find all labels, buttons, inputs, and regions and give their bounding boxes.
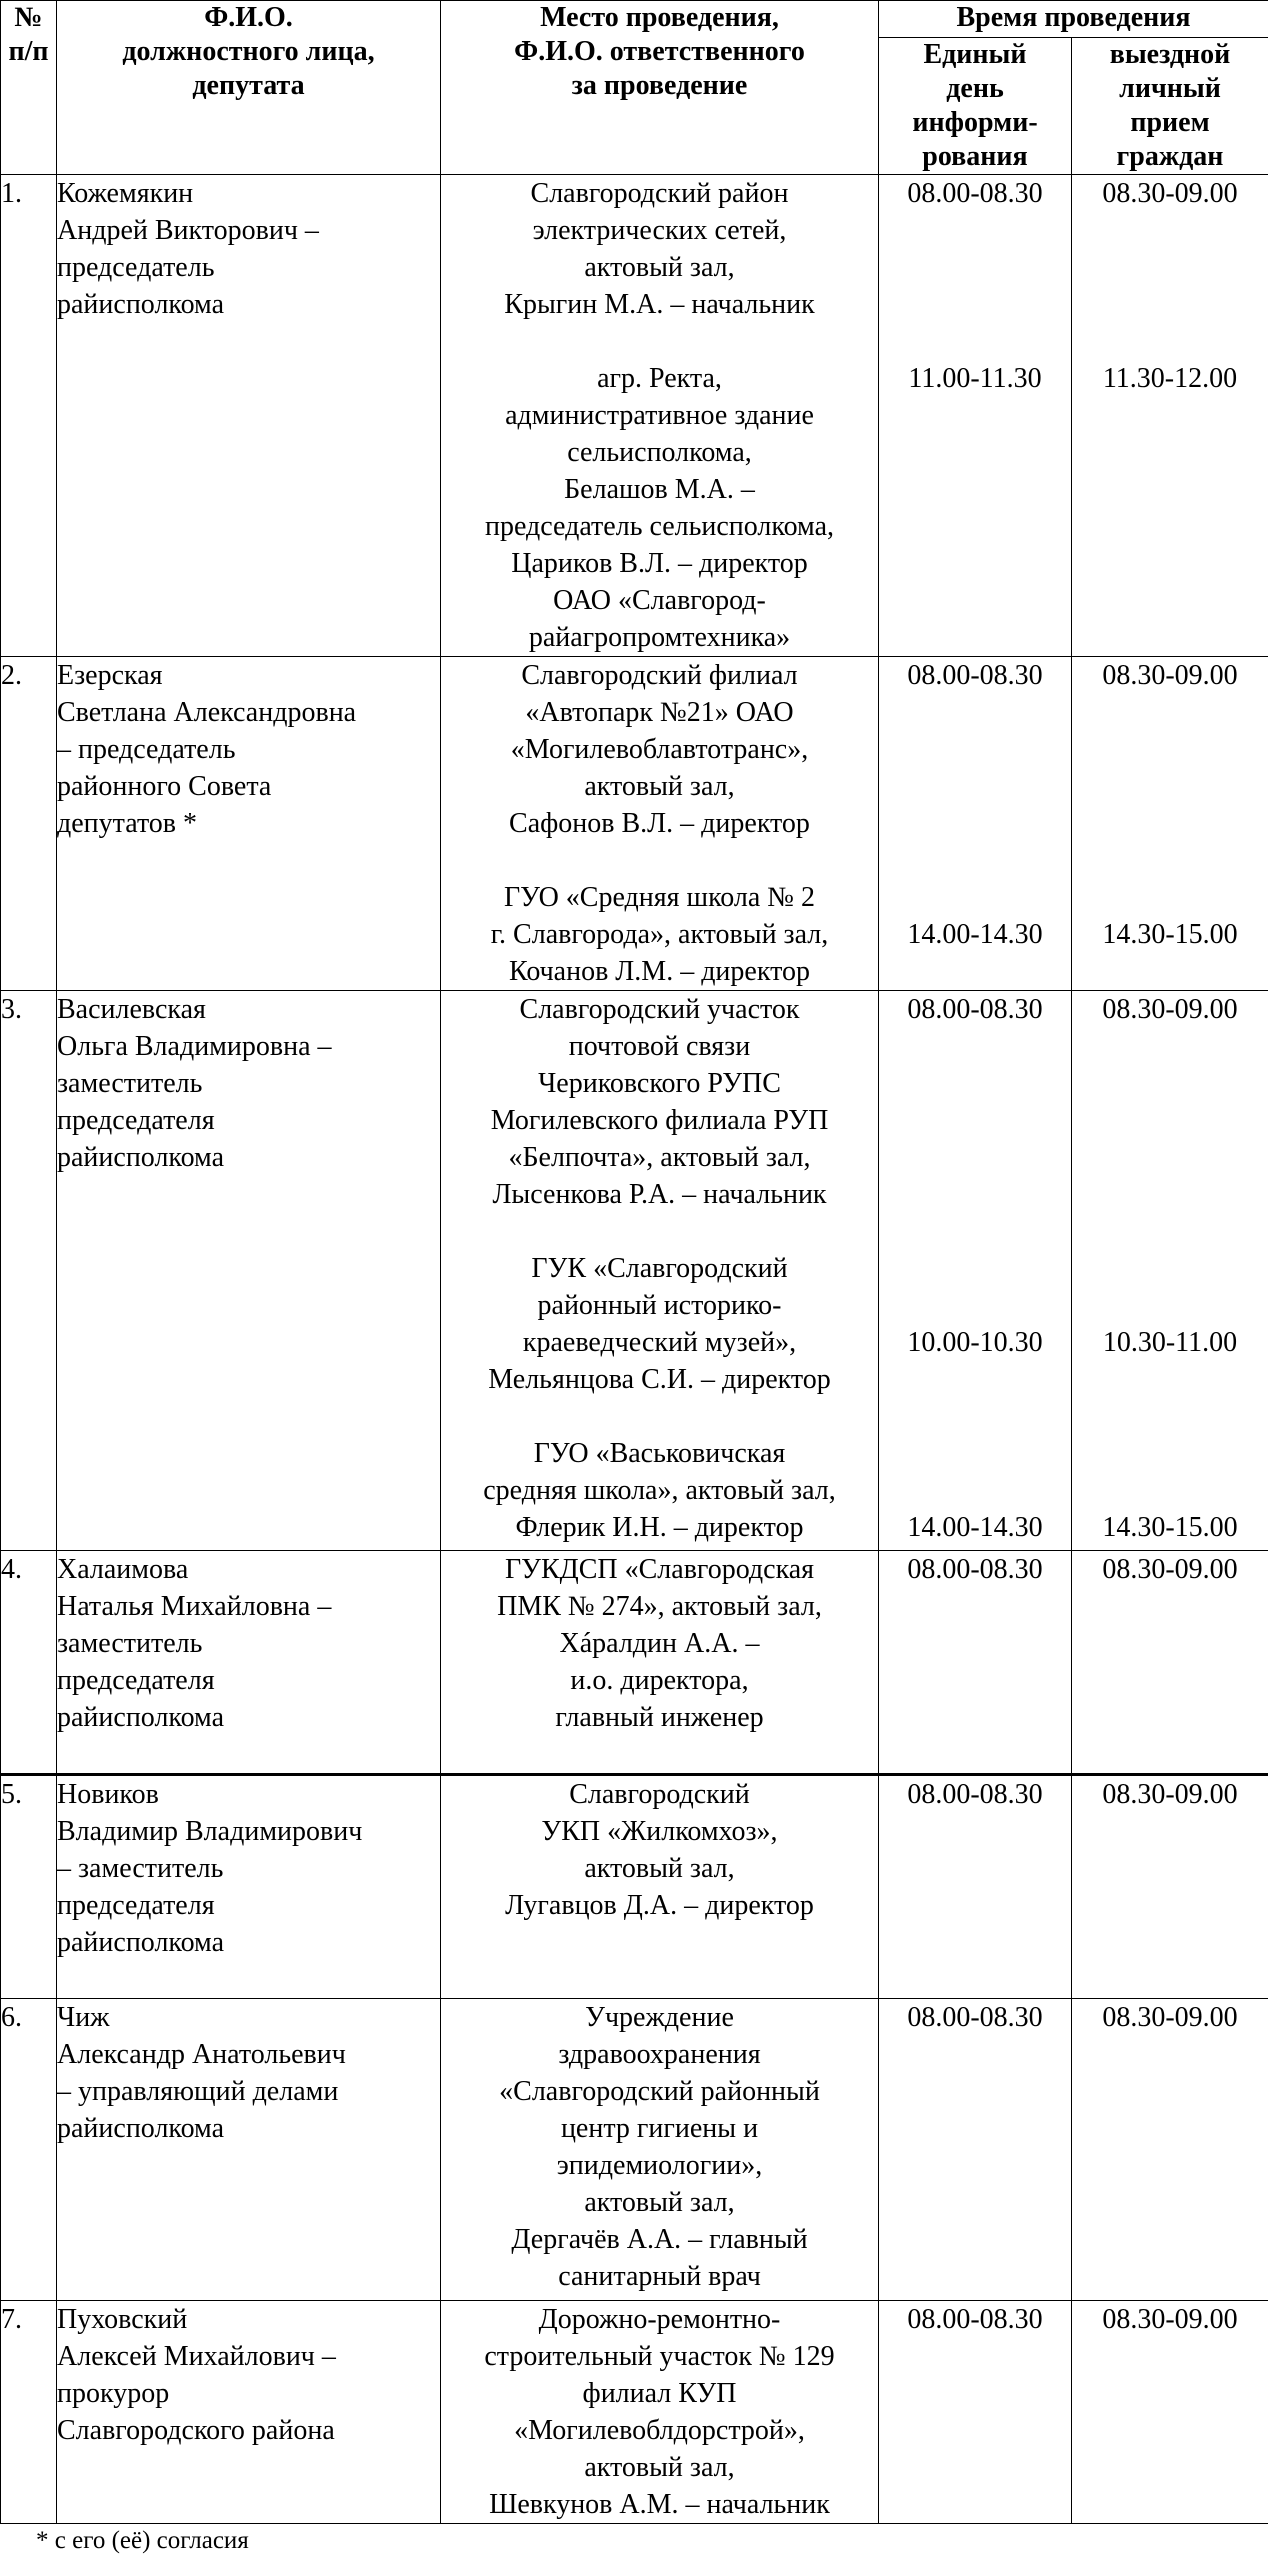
official-name-line: – председатель [57, 734, 236, 765]
header-text: Время проведения [956, 2, 1191, 33]
venue-line: Славгородский филиал [521, 660, 798, 691]
venue-cell [441, 991, 879, 1551]
venue-line: и.о. директора, [570, 1665, 749, 1696]
table-row [1, 175, 1268, 657]
info-day-time: 08.00-08.30 [907, 1779, 1043, 1810]
official-name-line: председатель [57, 252, 215, 283]
official-name-line: районного Совета [57, 771, 272, 802]
table-row [1, 657, 1268, 991]
venue-cell [441, 1775, 879, 1999]
info-day-time: 14.00-14.30 [907, 1512, 1043, 1543]
info-day-cell [879, 1551, 1072, 1775]
header-text: личный [1119, 73, 1221, 104]
header-text: граждан [1116, 141, 1224, 172]
official-cell [57, 1551, 441, 1775]
venue-cell [441, 657, 879, 991]
info-day-time: 08.00-08.30 [907, 178, 1043, 209]
venue-line: почтовой связи [568, 1031, 751, 1062]
venue-block [441, 879, 878, 990]
footnote: * с его (её) согласия [36, 2527, 249, 2554]
venue-line: Крыгин М.А. – начальник [504, 289, 815, 320]
visit-time: 11.30-12.00 [1102, 363, 1238, 394]
venue-line: здравоохранения [558, 2039, 761, 2070]
visit-cell [1072, 175, 1268, 657]
venue-line: Кочанов Л.М. – директор [509, 956, 810, 987]
official-name-line: Езерская [57, 660, 163, 691]
official-name-line: Чиж [57, 2002, 110, 2033]
official-name-line: Алексей Михайлович – [57, 2341, 336, 2372]
official-name-line: заместитель [57, 1628, 203, 1659]
official-name-line: Новиков [57, 1779, 159, 1810]
table-row [1, 991, 1268, 1551]
venue-line: центр гигиены и [560, 2113, 759, 2144]
visit-time: 14.30-15.00 [1102, 1512, 1238, 1543]
venue-line: Лугавцов Д.А. – директор [505, 1890, 814, 1921]
venue-block [441, 1435, 878, 1546]
venue-line: Белашов М.А. – [564, 474, 755, 505]
official-name-line: райисполкома [57, 2113, 225, 2144]
visit-time: 08.30-09.00 [1102, 1554, 1238, 1585]
venue-line: Лысенкова Р.А. – начальник [492, 1179, 827, 1210]
venue-line: председатель сельисполкома, [484, 511, 834, 542]
venue-line: Могилевского филиала РУП [490, 1105, 829, 1136]
visit-time: 14.30-15.00 [1102, 919, 1238, 950]
visit-cell [1072, 991, 1268, 1551]
official-name-line: Кожемякин [57, 178, 194, 209]
visit-time: 10.30-11.00 [1102, 1327, 1238, 1358]
header-text: п/п [8, 36, 49, 67]
venue-line: Хáралдин А.А. – [559, 1628, 760, 1659]
table-row [1, 2301, 1268, 2524]
venue-line: актовый зал, [584, 1853, 735, 1884]
visit-time: 08.30-09.00 [1102, 178, 1238, 209]
venue-line: ГУО «Васьковичская [533, 1438, 786, 1469]
info-day-cell [879, 991, 1072, 1551]
info-day-time: 14.00-14.30 [907, 919, 1043, 950]
venue-block [441, 360, 878, 656]
venue-line: агр. Ректа, [597, 363, 722, 394]
venue-line: Славгородский участок [519, 994, 800, 1025]
header-text: Ф.И.О. [204, 2, 293, 33]
venue-line: «Могилевоблавтотранс», [510, 734, 809, 765]
venue-cell [441, 175, 879, 657]
venue-line: санитарный врач [558, 2261, 761, 2292]
venue-line: актовый зал, [584, 2452, 735, 2483]
official-name-line: председателя [57, 1105, 215, 1136]
venue-line: райагропромтехника» [528, 622, 791, 653]
header-time [879, 1, 1268, 38]
table-row [1, 1999, 1268, 2301]
venue-line: Сафонов В.Л. – директор [509, 808, 810, 839]
venue-line: сельисполкома, [567, 437, 752, 468]
official-name-line: председателя [57, 1890, 215, 1921]
venue-line: административное здание [505, 400, 814, 431]
official-name-line: Александр Анатольевич [57, 2039, 346, 2070]
venue-block [441, 991, 878, 1213]
venue-line: «Славгородский районный [499, 2076, 820, 2107]
official-name-line: Наталья Михайловна – [57, 1591, 332, 1622]
row-number: 3. [1, 991, 57, 1551]
venue-line: Чериковского РУПС [538, 1068, 781, 1099]
official-name-line: депутатов * [57, 808, 198, 839]
venue-block [441, 1999, 878, 2295]
official-cell [57, 175, 441, 657]
info-day-cell [879, 175, 1072, 657]
official-name-line: Светлана Александровна [57, 697, 357, 728]
official-name-line: – заместитель [57, 1853, 224, 1884]
venue-line: ОАО «Славгород- [553, 585, 766, 616]
visit-cell [1072, 657, 1268, 991]
official-name-line: Славгородского района [57, 2415, 335, 2446]
official-name-line: Халаимова [57, 1554, 189, 1585]
venue-line: Дергачёв А.А. – главный [511, 2224, 808, 2255]
venue-cell [441, 2301, 879, 2524]
venue-line: Дорожно-ремонтно- [538, 2304, 781, 2335]
row-number: 2. [1, 657, 57, 991]
venue-line: Славгородский [569, 1779, 750, 1810]
info-day-cell [879, 657, 1072, 991]
header-text: за проведение [571, 70, 748, 101]
row-number: 7. [1, 2301, 57, 2524]
official-cell [57, 657, 441, 991]
venue-block [441, 175, 878, 323]
venue-line: Флерик И.Н. – директор [515, 1512, 804, 1543]
official-name-line: райисполкома [57, 289, 225, 320]
visit-time: 08.30-09.00 [1102, 2304, 1238, 2335]
header-text: Место проведения, [540, 2, 779, 33]
official-name-line: райисполкома [57, 1702, 225, 1733]
official-name-line: Пуховский [57, 2304, 188, 2335]
info-day-cell [879, 1775, 1072, 1999]
official-cell [57, 991, 441, 1551]
info-day-time: 08.00-08.30 [907, 1554, 1043, 1585]
info-day-time: 08.00-08.30 [907, 994, 1043, 1025]
official-name-line: председателя [57, 1665, 215, 1696]
venue-line: г. Славгорода», актовый зал, [490, 919, 829, 950]
row-number: 5. [1, 1775, 57, 1999]
venue-block [441, 1551, 878, 1736]
venue-line: филиал КУП [582, 2378, 737, 2409]
venue-line: «Автопарк №21» ОАО [525, 697, 794, 728]
official-cell [57, 1999, 441, 2301]
header-number [1, 1, 57, 175]
venue-line: УКП «Жилкомхоз», [541, 1816, 778, 1847]
visit-time: 08.30-09.00 [1102, 994, 1238, 1025]
venue-block [441, 1776, 878, 1924]
header-text: выездной [1109, 39, 1231, 70]
venue-block [441, 657, 878, 842]
official-cell [57, 2301, 441, 2524]
header-text: депутата [192, 70, 305, 101]
info-day-cell [879, 1999, 1072, 2301]
visit-cell [1072, 1551, 1268, 1775]
header-text: должностного лица, [122, 36, 375, 67]
header-text: рования [922, 141, 1028, 172]
visit-time: 08.30-09.00 [1102, 660, 1238, 691]
header-visit [1072, 38, 1268, 175]
venue-line: районный историко- [537, 1290, 782, 1321]
visit-cell [1072, 2301, 1268, 2524]
info-day-time: 08.00-08.30 [907, 2304, 1043, 2335]
official-name-line: Владимир Владимирович [57, 1816, 363, 1847]
official-name-line: – управляющий делами [57, 2076, 339, 2107]
header-name [57, 1, 441, 175]
venue-line: Мельянцова С.И. – директор [488, 1364, 831, 1395]
info-day-time: 08.00-08.30 [907, 660, 1043, 691]
official-cell [57, 1775, 441, 1999]
official-name-line: Василевская [57, 994, 206, 1025]
venue-line: «Белпочта», актовый зал, [508, 1142, 811, 1173]
official-name-line: райисполкома [57, 1927, 225, 1958]
venue-line: Учреждение [585, 2002, 734, 2033]
visit-time: 08.30-09.00 [1102, 1779, 1238, 1810]
venue-line: ГУК «Славгородский [531, 1253, 788, 1284]
venue-line: Славгородский район [530, 178, 789, 209]
official-name-line: райисполкома [57, 1142, 225, 1173]
venue-line: эпидемиологии», [556, 2150, 763, 2181]
venue-line: электрических сетей, [532, 215, 787, 246]
venue-block [441, 1250, 878, 1398]
official-name-line: Ольга Владимировна – [57, 1031, 332, 1062]
header-place [441, 1, 879, 175]
venue-line: ПМК № 274», актовый зал, [497, 1591, 822, 1622]
venue-block [441, 2301, 878, 2523]
header-info-day [879, 38, 1072, 175]
info-day-cell [879, 2301, 1072, 2524]
table-row [1, 1775, 1268, 1999]
venue-line: ГУКДСП «Славгородская [504, 1554, 815, 1585]
info-day-time: 10.00-10.30 [907, 1327, 1043, 1358]
visit-cell [1072, 1775, 1268, 1999]
venue-line: строительный участок № 129 [484, 2341, 835, 2372]
header-text: информи- [912, 107, 1038, 138]
venue-line: средняя школа», актовый зал, [483, 1475, 836, 1506]
header-text: № [14, 2, 43, 33]
venue-line: Цариков В.Л. – директор [511, 548, 808, 579]
venue-line: актовый зал, [584, 771, 735, 802]
venue-line: актовый зал, [584, 2187, 735, 2218]
venue-line: ГУО «Средняя школа № 2 [503, 882, 816, 913]
schedule-body [1, 175, 1268, 2524]
info-day-time: 11.00-11.30 [908, 363, 1042, 394]
venue-line: актовый зал, [584, 252, 735, 283]
info-day-time: 08.00-08.30 [907, 2002, 1043, 2033]
header-text: Единый [923, 39, 1027, 70]
visit-cell [1072, 1999, 1268, 2301]
row-number: 6. [1, 1999, 57, 2301]
row-number: 1. [1, 175, 57, 657]
official-name-line: заместитель [57, 1068, 203, 1099]
venue-line: Шевкунов А.М. – начальник [489, 2489, 830, 2520]
venue-cell [441, 1999, 879, 2301]
header-text: день [946, 73, 1004, 104]
official-name-line: прокурор [57, 2378, 170, 2409]
venue-line: «Могилевоблдорстрой», [514, 2415, 805, 2446]
visit-time: 08.30-09.00 [1102, 2002, 1238, 2033]
row-number: 4. [1, 1551, 57, 1775]
header-text: Ф.И.О. ответственного [514, 36, 805, 67]
venue-line: главный инженер [555, 1702, 764, 1733]
venue-line: краеведческий музей», [522, 1327, 797, 1358]
venue-cell [441, 1551, 879, 1775]
table-row [1, 1551, 1268, 1775]
header-text: прием [1130, 107, 1210, 138]
official-name-line: Андрей Викторович – [57, 215, 319, 246]
